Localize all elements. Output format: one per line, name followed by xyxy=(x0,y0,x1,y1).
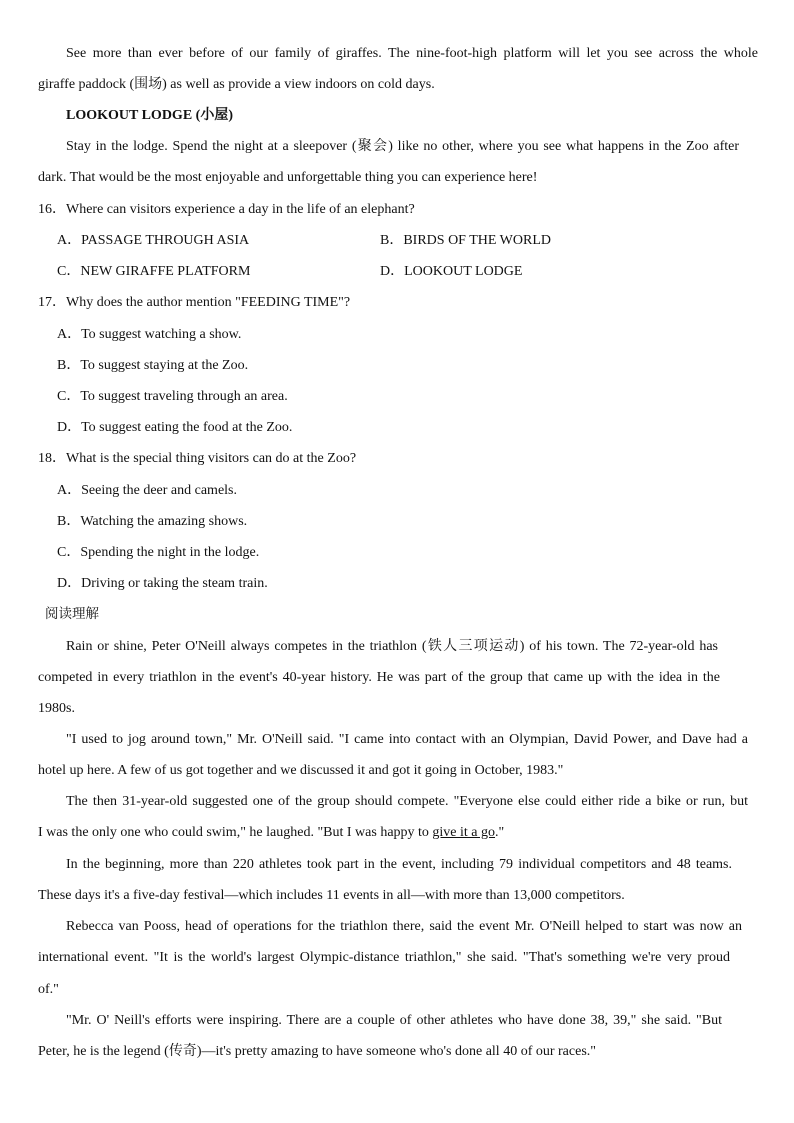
passage2-p1-line-2: competed in every triathlon in the event's 40-year history. He was part of the group that came up with the idea in the xyxy=(38,670,720,685)
passage2-p4-line-1: In the beginning, more than 220 athletes took part in the event, including 79 individual competitors and 48 teams. xyxy=(66,857,732,872)
passage2-p5-line-3: of." xyxy=(38,982,59,997)
question-16-option-a: A．PASSAGE THROUGH ASIA xyxy=(57,233,250,248)
question-17-option-c: C．To suggest traveling through an area. xyxy=(57,389,288,404)
question-18-option-c: C．Spending the night in the lodge. xyxy=(57,545,260,560)
question-17-option-b: B．To suggest staying at the Zoo. xyxy=(57,358,249,373)
passage2-p5-line-1: Rebecca van Pooss, head of operations for the triathlon there, said the event Mr. O'Neill helped to start was now an xyxy=(66,919,742,934)
passage2-p6-line-1: "Mr. O' Neill's efforts were inspiring. There are a couple of other athletes who have done 38, 39," she said. "But xyxy=(66,1013,722,1028)
lookout-lodge-heading: LOOKOUT LODGE (小屋) xyxy=(66,108,233,123)
question-18-option-a: A．Seeing the deer and camels. xyxy=(57,483,237,498)
lodge-paragraph-line-1: Stay in the lodge. Spend the night at a sleepover (聚会) like no other, where you see what happens in the Zoo after xyxy=(66,139,739,154)
giraffe-paragraph-line-2: giraffe paddock (围场) as well as provide a view indoors on cold days. xyxy=(38,77,435,92)
passage2-p3-line-2-end: ." xyxy=(495,825,505,840)
passage2-p6-line-2: Peter, he is the legend (传奇)—it's pretty amazing to have someone who's done all 40 of our races." xyxy=(38,1044,596,1059)
section-label-reading: 阅读理解 xyxy=(45,606,99,622)
passage2-p4-line-2: These days it's a five-day festival—which includes 11 events in all—with more than 13,000 competitors. xyxy=(38,888,625,903)
passage2-p3-line-2 xyxy=(38,823,758,843)
question-18-option-d: D．Driving or taking the steam train. xyxy=(57,576,268,591)
passage2-p1-line-1: Rain or shine, Peter O'Neill always competes in the triathlon (铁人三项运动) of his town. The 72-year-old has xyxy=(66,639,718,654)
question-17-stem: 17．Why does the author mention "FEEDING TIME"? xyxy=(38,295,351,310)
question-16-option-d: D．LOOKOUT LODGE xyxy=(380,264,523,279)
giraffe-paragraph-line-1: See more than ever before of our family of giraffes. The nine-foot-high platform will let you see across the whole xyxy=(66,46,758,61)
underlined-phrase: give it a go xyxy=(432,825,496,840)
lodge-paragraph-line-2: dark. That would be the most enjoyable and unforgettable thing you can experience here! xyxy=(38,170,538,185)
question-17-option-d: D．To suggest eating the food at the Zoo. xyxy=(57,420,293,435)
question-16-option-b: B．BIRDS OF THE WORLD xyxy=(380,233,552,248)
question-16-stem: 16．Where can visitors experience a day in the life of an elephant? xyxy=(38,202,415,217)
question-18-stem: 18．What is the special thing visitors can do at the Zoo? xyxy=(38,451,357,466)
passage2-p3-line-2-text: I was the only one who could swim," he laughed. "But I was happy to xyxy=(38,825,433,840)
passage2-p1-line-3: 1980s. xyxy=(38,701,75,716)
question-18-option-b: B．Watching the amazing shows. xyxy=(57,514,248,529)
passage2-p3-line-1: The then 31-year-old suggested one of the group should compete. "Everyone else could either ride a bike or run, but xyxy=(66,794,748,809)
passage2-p2-line-1: "I used to jog around town," Mr. O'Neill said. "I came into contact with an Olympian, David Power, and Dave had a xyxy=(66,732,748,747)
passage2-p5-line-2: international event. "It is the world's largest Olympic-distance triathlon," she said. "That's something we're very proud xyxy=(38,950,730,965)
question-16-option-c: C．NEW GIRAFFE PLATFORM xyxy=(57,264,251,279)
passage2-p2-line-2: hotel up here. A few of us got together and we discussed it and got it going in October, 1983." xyxy=(38,763,564,778)
question-17-option-a: A．To suggest watching a show. xyxy=(57,327,242,342)
